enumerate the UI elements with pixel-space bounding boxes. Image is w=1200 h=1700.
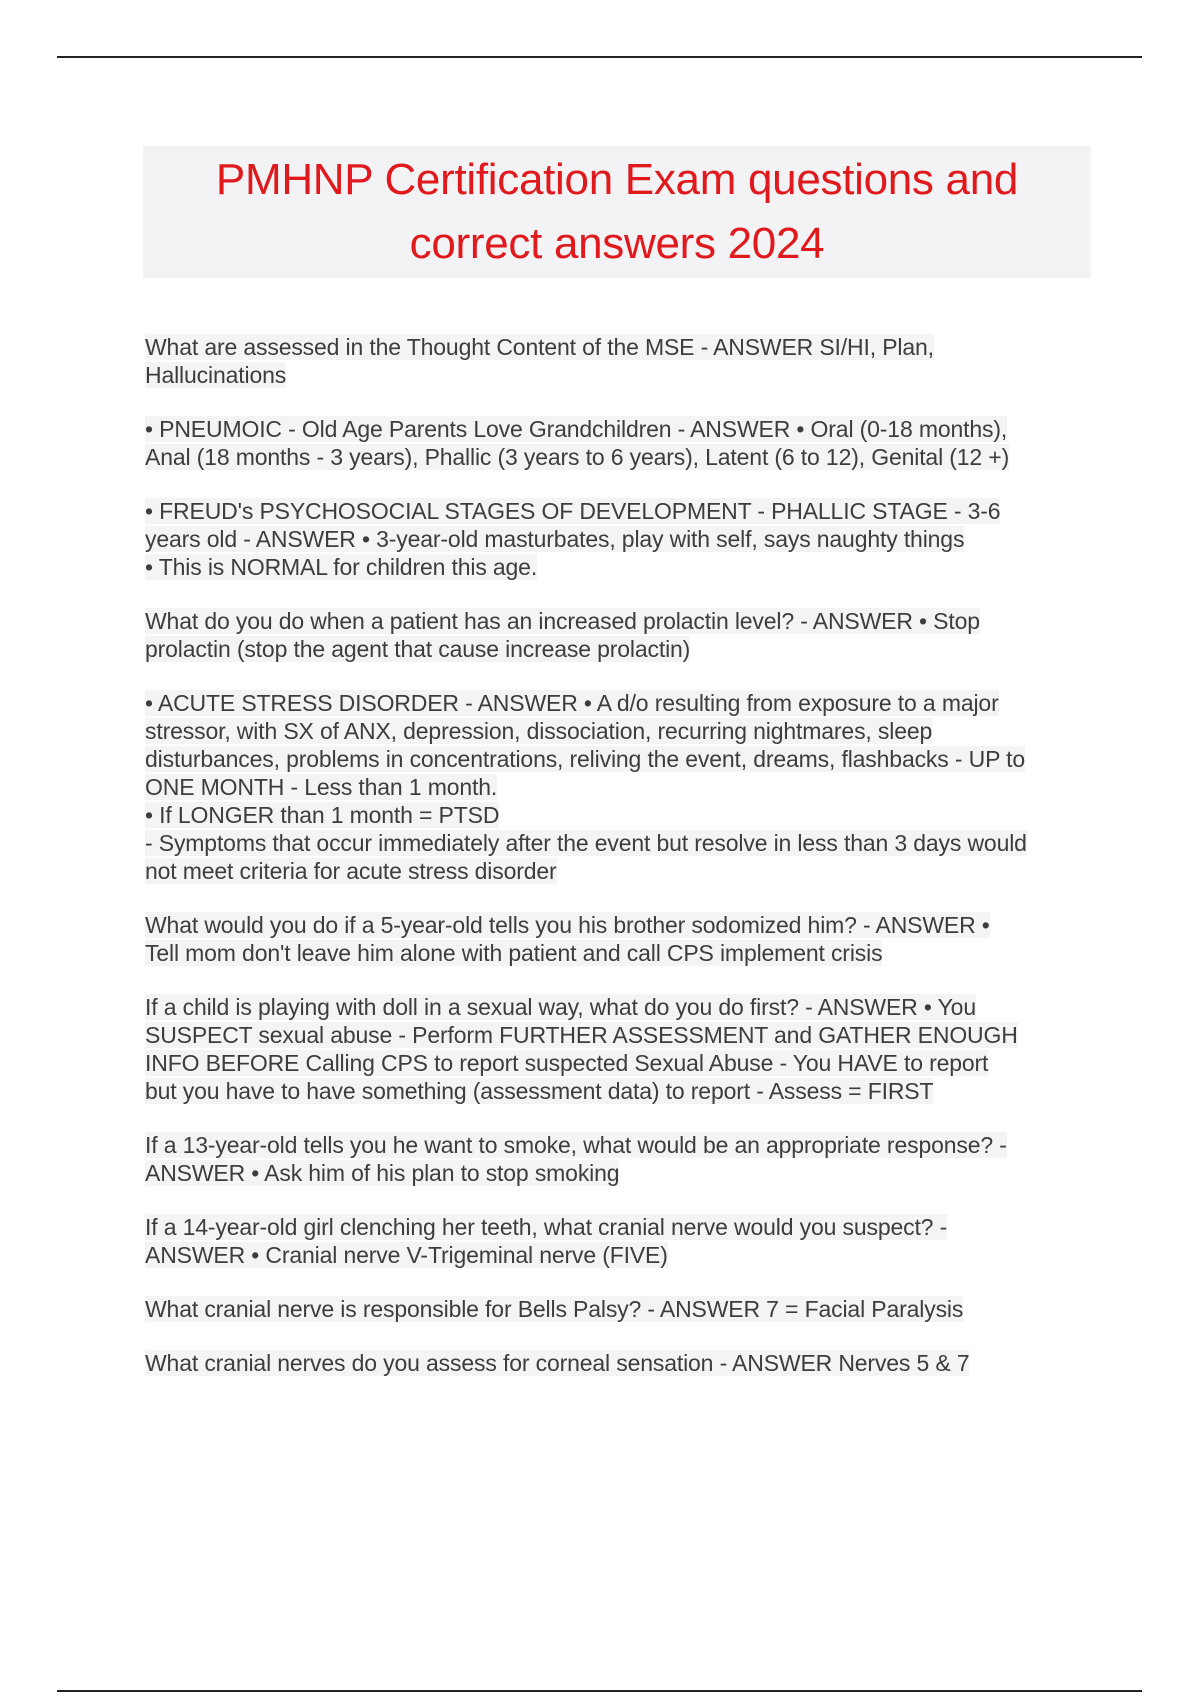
- qa-list: [145, 333, 1090, 1403]
- qa-entry: [145, 497, 1090, 581]
- qa-entry: [145, 1131, 1090, 1187]
- qa-text: • FREUD's PSYCHOSOCIAL STAGES OF DEVELOPMENT - PHALLIC STAGE - 3-6 years old - ANSWER • 3-year-old masturbates, play with self, says naughty things • This is NORMAL for children this age.: [145, 498, 1001, 580]
- qa-entry: [145, 689, 1090, 885]
- title-banner: [143, 146, 1091, 278]
- page-title: [216, 148, 1018, 276]
- qa-entry: [145, 911, 1090, 967]
- qa-text: What would you do if a 5-year-old tells you his brother sodomized him? - ANSWER • Tell mom don't leave him alone with patient and call CPS implement crisis: [145, 912, 990, 966]
- qa-entry: [145, 1295, 1090, 1323]
- qa-entry: [145, 1213, 1090, 1269]
- qa-text: What cranial nerve is responsible for Bells Palsy? - ANSWER 7 = Facial Paralysis: [145, 1296, 964, 1322]
- qa-entry: [145, 1349, 1090, 1377]
- qa-text: If a 14-year-old girl clenching her teeth, what cranial nerve would you suspect? - ANSWER • Cranial nerve V-Trigeminal nerve (FIVE): [145, 1214, 948, 1268]
- footer-rule: [57, 1690, 1142, 1692]
- qa-entry: [145, 993, 1090, 1105]
- qa-text: If a child is playing with doll in a sexual way, what do you do first? - ANSWER • You SUSPECT sexual abuse - Perform FURTHER ASSESSMENT and GATHER ENOUGH INFO BEFORE Calling CPS to report suspected Sexual Abuse - You HAVE to report but you have to have something (assessment data) to report - Assess = FIRST: [145, 994, 1018, 1104]
- qa-text: What are assessed in the Thought Content of the MSE - ANSWER SI/HI, Plan, Hallucinations: [145, 334, 934, 388]
- title-line-1: PMHNP Certification Exam questions and: [215, 155, 1019, 204]
- qa-text: If a 13-year-old tells you he want to smoke, what would be an appropriate response? - ANSWER • Ask him of his plan to stop smoking: [145, 1132, 1007, 1186]
- qa-text: What cranial nerves do you assess for corneal sensation - ANSWER Nerves 5 & 7: [145, 1350, 970, 1376]
- qa-text: • PNEUMOIC - Old Age Parents Love Grandchildren - ANSWER • Oral (0-18 months), Anal (18 months - 3 years), Phallic (3 years to 6 years), Latent (6 to 12), Genital (12 +): [145, 416, 1010, 470]
- header-rule: [57, 56, 1142, 58]
- qa-entry: [145, 607, 1090, 663]
- title-line-2: correct answers 2024: [409, 219, 825, 268]
- qa-entry: [145, 415, 1090, 471]
- qa-text: What do you do when a patient has an increased prolactin level? - ANSWER • Stop prolactin (stop the agent that cause increase prolactin): [145, 608, 980, 662]
- qa-entry: [145, 333, 1090, 389]
- qa-text: • ACUTE STRESS DISORDER - ANSWER • A d/o resulting from exposure to a major stressor, with SX of ANX, depression, dissociation, recurring nightmares, sleep disturbances, problems in concentrations, reliving the event, dreams, flashbacks - UP to ONE MONTH - Less than 1 month. • If LONGER than 1 month = PTSD - Symptoms that occur immediately after the event but resolve in less than 3 days would not meet criteria for acute stress disorder: [145, 690, 1027, 884]
